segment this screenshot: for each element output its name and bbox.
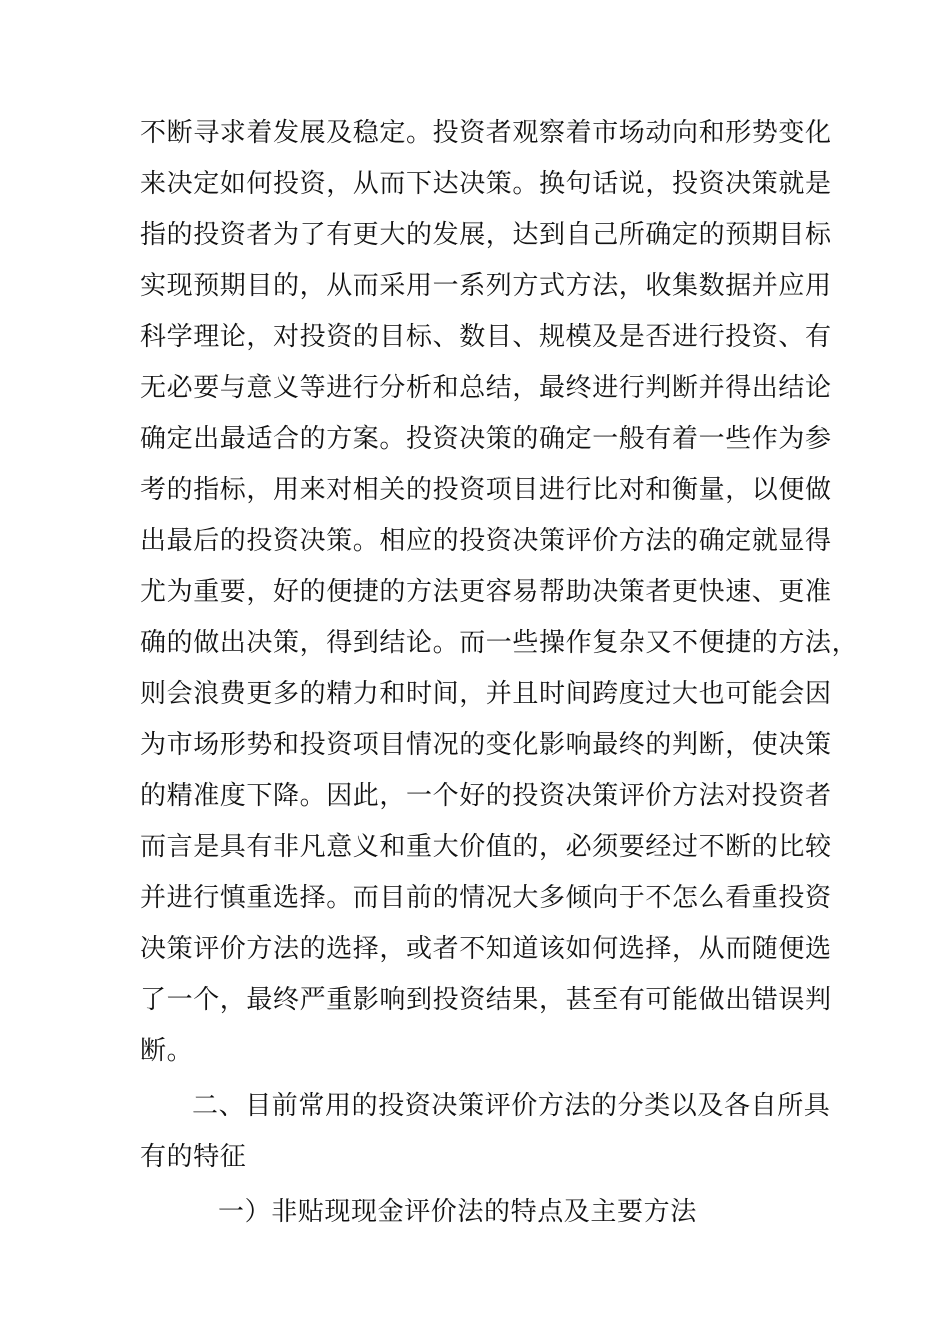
- paragraph-line: 为市场形势和投资项目情况的变化影响最终的判断，使决策: [140, 730, 832, 760]
- section-heading-line: 有的特征: [140, 1142, 247, 1172]
- paragraph-line: 确的做出决策，得到结论。而一些操作复杂又不便捷的方法，: [140, 628, 859, 658]
- section-heading-line: 二、目前常用的投资决策评价方法的分类以及各自所具: [192, 1091, 831, 1121]
- subsection-heading: 一）非贴现现金评价法的特点及主要方法: [218, 1197, 697, 1227]
- paragraph-line: 实现预期目的，从而采用一系列方式方法，收集数据并应用: [140, 271, 832, 301]
- paragraph-line: 不断寻求着发展及稳定。投资者观察着市场动向和形势变化: [140, 118, 832, 148]
- paragraph-line: 尤为重要，好的便捷的方法更容易帮助决策者更快速、更准: [140, 577, 832, 607]
- paragraph-line: 确定出最适合的方案。投资决策的确定一般有着一些作为参: [140, 424, 832, 454]
- paragraph-line: 科学理论，对投资的目标、数目、规模及是否进行投资、有: [140, 322, 832, 352]
- paragraph-line: 则会浪费更多的精力和时间，并且时间跨度过大也可能会因: [140, 679, 832, 709]
- paragraph-line: 并进行慎重选择。而目前的情况大多倾向于不怎么看重投资: [140, 883, 832, 913]
- paragraph-line: 而言是具有非凡意义和重大价值的，必须要经过不断的比较: [140, 832, 832, 862]
- paragraph-line: 断。: [140, 1036, 194, 1066]
- paragraph-line: 无必要与意义等进行分析和总结，最终进行判断并得出结论: [140, 373, 832, 403]
- paragraph-line: 决策评价方法的选择，或者不知道该如何选择，从而随便选: [140, 934, 832, 964]
- paragraph-line: 出最后的投资决策。相应的投资决策评价方法的确定就显得: [140, 526, 832, 556]
- paragraph-line: 了一个，最终严重影响到投资结果，甚至有可能做出错误判: [140, 985, 832, 1015]
- paragraph-line: 来决定如何投资，从而下达决策。换句话说，投资决策就是: [140, 169, 832, 199]
- paragraph-line: 指的投资者为了有更大的发展，达到自己所确定的预期目标: [140, 220, 832, 250]
- paragraph-line: 考的指标，用来对相关的投资项目进行比对和衡量，以便做: [140, 475, 832, 505]
- paragraph-line: 的精准度下降。因此，一个好的投资决策评价方法对投资者: [140, 781, 832, 811]
